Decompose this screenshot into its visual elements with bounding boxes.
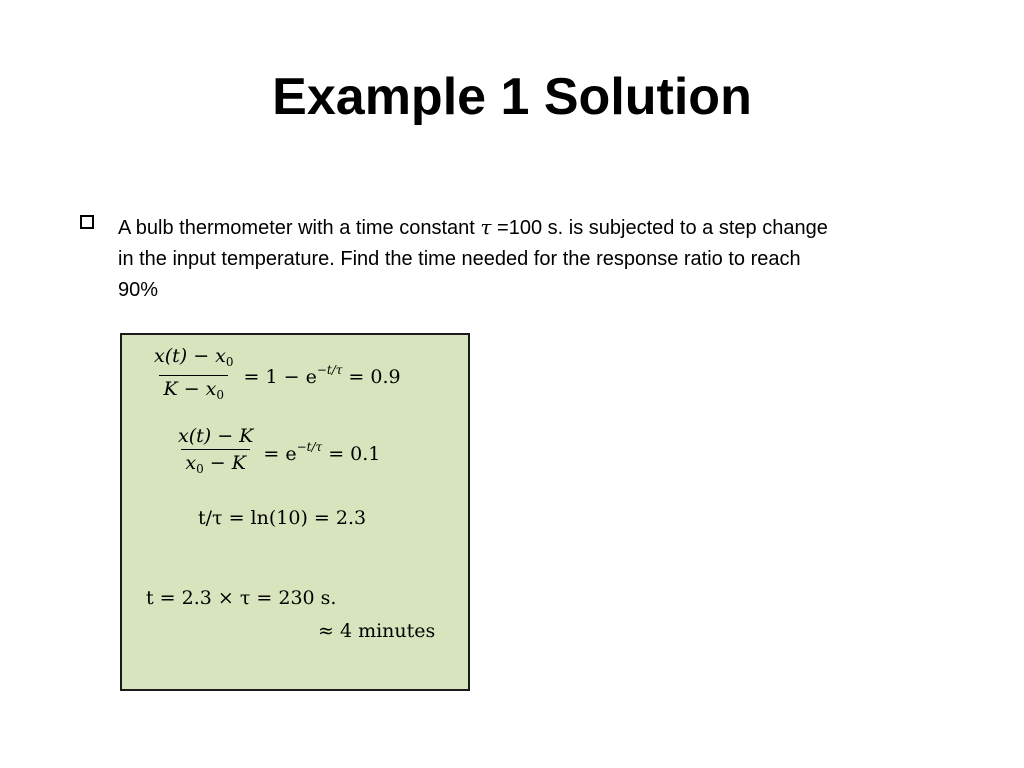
fraction-2	[174, 423, 257, 482]
eq2-rhs-suffix: = 0.1	[322, 443, 381, 465]
equation-4: t = 2.3 × τ = 230 s.	[146, 587, 337, 609]
eq2-exponent: −t/τ	[296, 440, 323, 454]
bullet-text	[118, 212, 840, 306]
eq2-denominator-lhs: x	[185, 452, 197, 474]
eq2-denominator-sub: 0	[196, 462, 204, 476]
bullet-text-after: =100 s. is subjected to a step change in the input temperature. Find the time needed for the response ratio to reach 90%	[118, 217, 828, 301]
eq2-numerator: x(t) − K	[178, 425, 254, 447]
tau-symbol: τ	[480, 215, 492, 239]
checkbox-square-icon	[80, 215, 94, 229]
eq1-rhs-suffix: = 0.9	[342, 366, 401, 388]
eq2-rhs	[263, 440, 380, 465]
equation-3: t/τ = ln(10) = 2.3	[198, 507, 367, 529]
equation-1	[150, 343, 401, 408]
eq1-denominator-sub: 0	[216, 388, 225, 402]
eq1-denominator: K − x	[163, 378, 217, 400]
eq1-numerator: x(t) − x	[154, 345, 226, 367]
slide-title: Example 1 Solution	[272, 68, 752, 126]
eq2-rhs-prefix: = e	[263, 443, 297, 465]
eq1-exponent: −t/τ	[316, 363, 343, 377]
equation-5: ≈ 4 minutes	[318, 620, 436, 642]
bullet-item	[80, 212, 840, 306]
bullet-text-before: A bulb thermometer with a time constant	[118, 217, 481, 239]
eq1-rhs-prefix: = 1 − e	[243, 366, 317, 388]
equation-box	[120, 333, 470, 691]
equation-2	[174, 423, 380, 482]
eq1-numerator-sub: 0	[225, 355, 234, 369]
eq1-rhs	[244, 363, 401, 388]
fraction-1	[150, 343, 238, 408]
eq2-denominator-rhs: − K	[203, 452, 246, 474]
